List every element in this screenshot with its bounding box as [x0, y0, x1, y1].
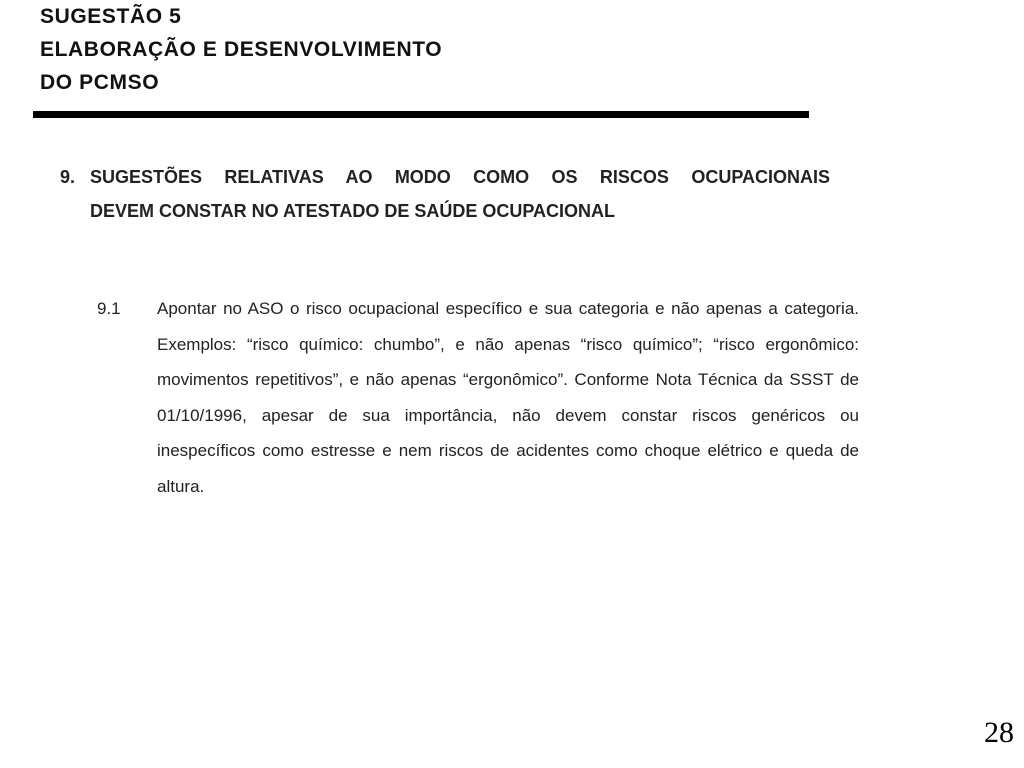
item-paragraph: Apontar no ASO o risco ocupacional específico e sua categoria e não apenas a categoria. Exemplos: “risco químico: chumbo”, e não apenas “risco químico”; “risco ergonômico: movimentos repetitivos”, e não apenas “ergonômico”. Conforme Nota Técnica da SSST de 01/10/1996, apesar de sua importância, não devem constar riscos genéricos ou inespecíficos como estresse e nem riscos de acidentes como choque elétrico e queda de altura.: [157, 299, 859, 496]
section-title-line-2: DEVEM CONSTAR NO ATESTADO DE SAÚDE OCUPACIONAL: [90, 201, 616, 221]
section-heading: [60, 160, 830, 228]
item-number: 9.1: [97, 299, 121, 318]
section-title-line-1: SUGESTÕES RELATIVAS AO MODO COMO OS RISCOS OCUPACIONAIS: [90, 167, 830, 187]
header-line-suggestion: SUGESTÃO 5: [40, 5, 182, 28]
page-number: 28: [984, 716, 1014, 749]
header-title: [40, 0, 442, 99]
header-line-elaboration: ELABORAÇÃO E DESENVOLVIMENTO: [40, 38, 443, 61]
section-number: 9.: [60, 167, 76, 187]
header-line-pcmso: DO PCMSO: [40, 71, 160, 94]
header-divider: [33, 111, 809, 118]
